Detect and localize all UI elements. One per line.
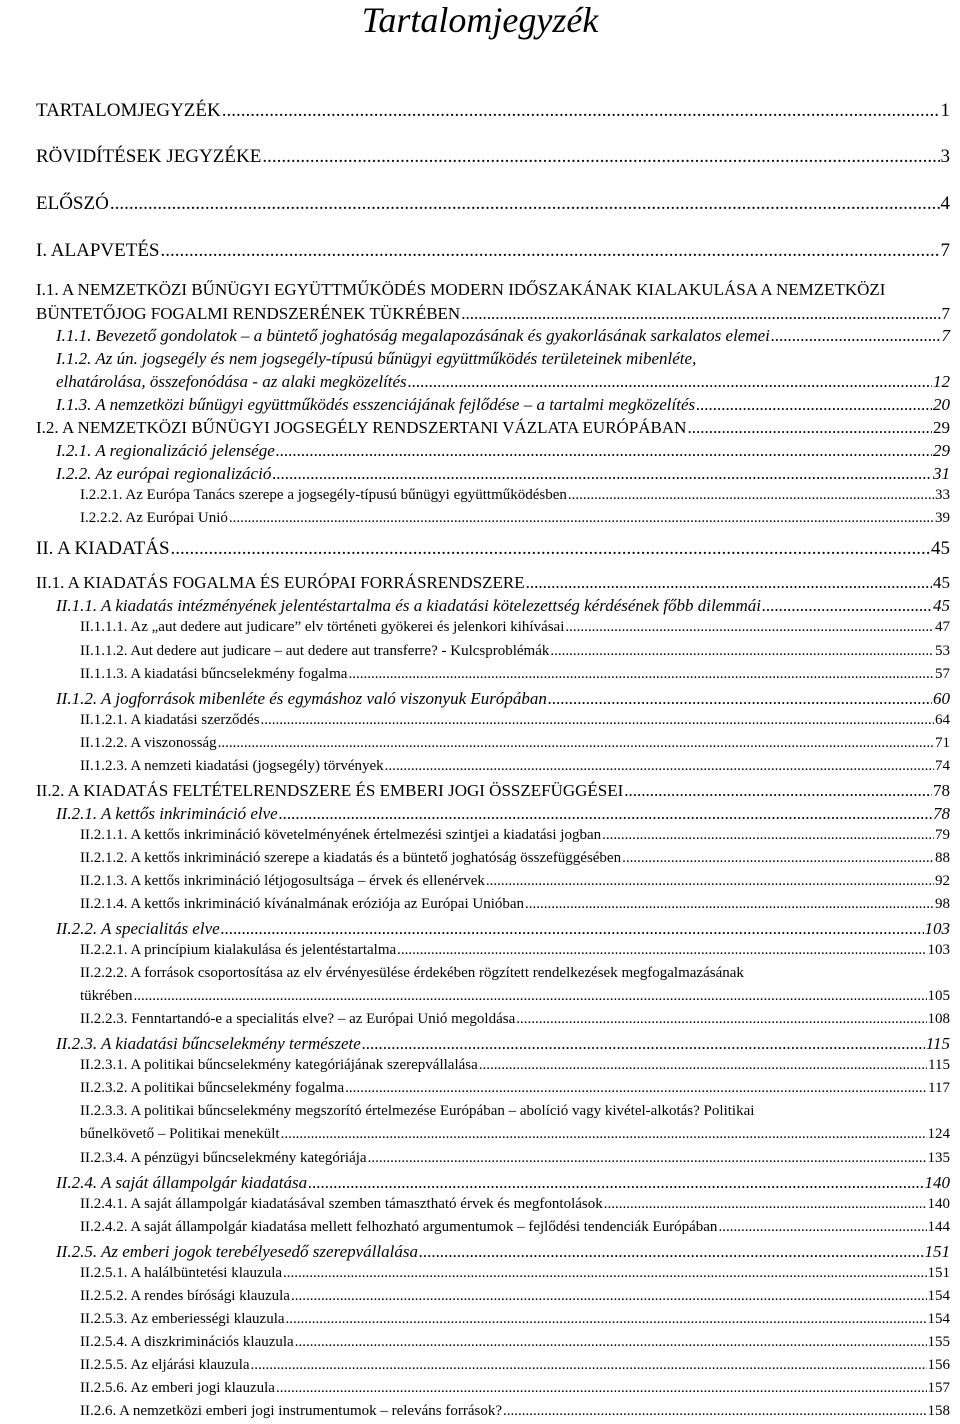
toc-page-number: 53 bbox=[935, 643, 950, 659]
toc-page-number: 124 bbox=[927, 1126, 950, 1142]
toc-entry-title: II.2.5.3. Az emberiességi klauzula bbox=[80, 1311, 285, 1327]
toc-entry-title: I.1.1. Bevezető gondolatok – a büntető joghatóság megalapozásának és gyakorlásának sarkalatos elemei bbox=[56, 326, 770, 345]
toc-entry[interactable] bbox=[56, 1034, 950, 1054]
toc-entry-title: II.2.5.4. A diszkriminációs klauzula bbox=[80, 1334, 294, 1350]
dot-leader bbox=[229, 510, 934, 527]
toc-entry-title: II.1.1.3. A kiadatási bűncselekmény fogalma bbox=[80, 666, 348, 682]
dot-leader bbox=[771, 326, 941, 346]
toc-entry-continuation[interactable] bbox=[80, 1126, 950, 1143]
dot-leader bbox=[385, 758, 934, 775]
toc-entry[interactable] bbox=[80, 666, 950, 683]
toc-page-number: 7 bbox=[940, 240, 950, 261]
toc-page-number: 31 bbox=[933, 464, 950, 483]
toc-entry[interactable] bbox=[56, 804, 950, 824]
toc-entry-title: II.2.5. Az emberi jogok terebélyesedő szerepvállalása bbox=[56, 1242, 418, 1261]
toc-entry[interactable] bbox=[36, 573, 950, 593]
toc-page-number: 45 bbox=[933, 573, 950, 592]
toc-entry-title: ELŐSZÓ bbox=[36, 193, 109, 214]
toc-entry-title: II.2.2.3. Fenntartandó-e a specialitás elve? – az Európai Unió megoldása bbox=[80, 1011, 516, 1027]
toc-entry-title-continuation: bűnelkövető – Politikai menekült bbox=[80, 1126, 280, 1142]
toc-page-number: 151 bbox=[927, 1265, 950, 1281]
toc-entry-title: II.2.2.2. A források csoportosítása az elv érvényesülése érdekében rögzített rendelkezések megfogalmazásának bbox=[80, 965, 744, 981]
dot-leader bbox=[345, 1080, 927, 1097]
toc-entry-title: II.1.1.2. Aut dedere aut judicare – aut dedere aut transferre? - Kulcsproblémák bbox=[80, 643, 550, 659]
toc-entry[interactable] bbox=[36, 418, 950, 438]
toc-page-number: 117 bbox=[928, 1080, 950, 1096]
toc-entry[interactable] bbox=[80, 1150, 950, 1167]
toc-entry[interactable] bbox=[80, 1011, 950, 1028]
dot-leader bbox=[687, 418, 932, 438]
toc-entry[interactable] bbox=[56, 326, 950, 346]
dot-leader bbox=[272, 464, 932, 484]
toc-entry[interactable] bbox=[80, 1288, 950, 1305]
toc-page-number: 103 bbox=[924, 919, 950, 938]
toc-entry[interactable] bbox=[80, 758, 950, 775]
toc-page-number: 98 bbox=[935, 896, 950, 912]
toc-entry[interactable] bbox=[56, 441, 950, 461]
toc-page-number: 71 bbox=[935, 735, 950, 751]
dot-leader bbox=[276, 1380, 927, 1397]
toc-entry[interactable] bbox=[36, 146, 950, 168]
toc-page-number: 140 bbox=[927, 1196, 950, 1212]
toc-entry[interactable] bbox=[80, 712, 950, 729]
toc-entry[interactable] bbox=[56, 464, 950, 484]
toc-page-number: 7 bbox=[941, 304, 950, 323]
toc-entry-title: II.1.2.1. A kiadatási szerződés bbox=[80, 712, 260, 728]
toc-entry-title: II.2.5.5. Az eljárási klauzula bbox=[80, 1357, 250, 1373]
toc-entry-title: II.1.1.1. Az „aut dedere aut judicare” elv történeti gyökerei és jelenkori kihívásai bbox=[80, 619, 565, 635]
toc-entry-title: II.2.3.4. A pénzügyi bűncselekmény kategóriája bbox=[80, 1150, 367, 1166]
toc-page-number: 29 bbox=[933, 418, 950, 437]
toc-entry[interactable] bbox=[80, 1219, 950, 1236]
dot-leader bbox=[718, 1219, 926, 1236]
dot-leader bbox=[283, 1265, 926, 1282]
dot-leader bbox=[479, 1057, 927, 1074]
toc-page-number: 3 bbox=[940, 146, 950, 167]
toc-entry[interactable] bbox=[36, 240, 950, 262]
toc-entry-title: I.2.1. A regionalizáció jelensége bbox=[56, 441, 275, 460]
toc-entry-title: I.1.2. Az ún. jogsegély és nem jogsegély-típusú bűnügyi együttműködés területeinek mibenléte, bbox=[56, 349, 697, 368]
toc-entry-title: II.2.2. A specialitás elve bbox=[56, 919, 220, 938]
dot-leader bbox=[222, 100, 940, 122]
toc-entry[interactable] bbox=[80, 1057, 950, 1074]
toc-entry-title: I.2.2. Az európai regionalizáció bbox=[56, 464, 272, 483]
toc-entry-title: II.2. A KIADATÁS FELTÉTELRENDSZERE ÉS EMBERI JOGI ÖSSZEFÜGGÉSEI bbox=[36, 781, 624, 800]
toc-entry-continuation[interactable] bbox=[80, 988, 950, 1005]
toc-entry-title: II.1.1. A kiadatás intézményének jelentéstartalma és a kiadatási kötelezettség kérdésének főbb dilemmái bbox=[56, 596, 762, 615]
dot-leader bbox=[525, 896, 934, 913]
toc-entry-title: II.2.1. A kettős inkrimináció elve bbox=[56, 804, 278, 823]
toc-entry-title: II.2.4.1. A saját állampolgár kiadatásával szemben támasztható érvek és megfontolások bbox=[80, 1196, 603, 1212]
toc-page-number: 78 bbox=[933, 781, 950, 800]
toc-page-number: 158 bbox=[927, 1403, 950, 1419]
toc-entry-title: II.2.1.3. A kettős inkrimináció létjogosultsága – érvek és ellenérvek bbox=[80, 873, 485, 889]
toc-page-number: 115 bbox=[925, 1034, 950, 1053]
toc-entry[interactable] bbox=[80, 643, 950, 660]
toc-page-number: 155 bbox=[927, 1334, 950, 1350]
toc-entry-title-continuation: BÜNTETŐJOG FOGALMI RENDSZERÉNEK TÜKRÉBEN bbox=[36, 304, 461, 323]
dot-leader bbox=[281, 1126, 927, 1143]
toc-entry-title: I. ALAPVETÉS bbox=[36, 240, 160, 261]
toc-entry-title: TARTALOMJEGYZÉK bbox=[36, 100, 221, 121]
toc-page-number: 4 bbox=[940, 193, 950, 214]
toc-page-number: 33 bbox=[935, 487, 950, 503]
toc-page-number: 105 bbox=[927, 988, 950, 1004]
dot-leader bbox=[461, 304, 940, 324]
toc-entry[interactable] bbox=[56, 596, 950, 616]
dot-leader bbox=[295, 1334, 927, 1351]
toc-entry-title: II. A KIADATÁS bbox=[36, 538, 170, 559]
toc-entry-title: II.2.3.1. A politikai bűncselekmény kategóriájának szerepvállalása bbox=[80, 1057, 478, 1073]
page-title: Tartalomjegyzék bbox=[361, 0, 599, 40]
toc-entry[interactable] bbox=[36, 100, 950, 122]
toc-entry-continuation[interactable] bbox=[56, 372, 950, 392]
toc-page-number: 154 bbox=[927, 1288, 950, 1304]
dot-leader bbox=[565, 619, 934, 636]
dot-leader bbox=[762, 596, 932, 616]
toc-page-number: 20 bbox=[933, 395, 950, 414]
toc-entry[interactable] bbox=[80, 487, 950, 504]
toc-page-number: 45 bbox=[933, 596, 950, 615]
dot-leader bbox=[503, 1403, 927, 1420]
toc-page-number: 115 bbox=[928, 1057, 950, 1073]
toc-entry-title: II.2.2.1. A princípium kialakulása és jelentéstartalma bbox=[80, 942, 397, 958]
dot-leader bbox=[161, 240, 940, 262]
dot-leader bbox=[696, 395, 932, 415]
toc-entry-title: II.2.3.3. A politikai bűncselekmény megszorító értelmezése Európában – abolíció vagy kivétel-alkotás? Politikai bbox=[80, 1103, 755, 1119]
dot-leader bbox=[133, 988, 926, 1005]
toc-entry[interactable] bbox=[80, 873, 950, 890]
dot-leader bbox=[622, 850, 934, 867]
toc-page-number: 140 bbox=[924, 1173, 950, 1192]
toc-entry[interactable] bbox=[80, 965, 950, 982]
toc-entry[interactable] bbox=[80, 1265, 950, 1282]
dot-leader bbox=[308, 1173, 923, 1193]
toc-page-number: 144 bbox=[927, 1219, 950, 1235]
toc-entry-title: I.2.2.1. Az Európa Tanács szerepe a jogsegély-típusú bűnügyi együttműködésben bbox=[80, 487, 567, 503]
dot-leader bbox=[604, 1196, 927, 1213]
toc-page-number: 79 bbox=[935, 827, 950, 843]
dot-leader bbox=[602, 827, 934, 844]
toc-page-number: 154 bbox=[927, 1311, 950, 1327]
dot-leader bbox=[397, 942, 926, 959]
dot-leader bbox=[286, 1311, 927, 1328]
toc-page-number: 1 bbox=[940, 100, 950, 121]
dot-leader bbox=[526, 573, 932, 593]
toc-entry[interactable] bbox=[56, 919, 950, 939]
toc-page-number: 45 bbox=[931, 538, 950, 559]
toc-entry[interactable] bbox=[80, 1311, 950, 1328]
toc-entry[interactable] bbox=[80, 1196, 950, 1213]
dot-leader bbox=[550, 643, 934, 660]
toc-entry[interactable] bbox=[80, 942, 950, 959]
toc-entry-title: II.2.5.6. Az emberi jogi klauzula bbox=[80, 1380, 275, 1396]
toc-entry-title: II.2.1.1. A kettős inkrimináció követelményének értelmezési szintjei a kiadatási jogban bbox=[80, 827, 602, 843]
toc-entry-title: II.2.3. A kiadatási bűncselekmény természete bbox=[56, 1034, 361, 1053]
toc-entry-title-continuation: tükrében bbox=[80, 988, 133, 1004]
toc-entry-title: II.2.1.4. A kettős inkrimináció kívánalmának eróziója az Európai Unióban bbox=[80, 896, 525, 912]
dot-leader bbox=[348, 666, 934, 683]
toc-entry[interactable] bbox=[56, 395, 950, 415]
toc-page-number: 88 bbox=[935, 850, 950, 866]
dot-leader bbox=[171, 538, 930, 560]
toc-page-number: 135 bbox=[927, 1150, 950, 1166]
dot-leader bbox=[548, 689, 932, 709]
dot-leader bbox=[516, 1011, 926, 1028]
dot-leader bbox=[276, 441, 932, 461]
toc-entry[interactable] bbox=[56, 1173, 950, 1193]
toc-entry-title: II.2.1.2. A kettős inkrimináció szerepe a kiadatás és a büntető joghatóság összefüggésében bbox=[80, 850, 622, 866]
toc-entry-title: II.2.3.2. A politikai bűncselekmény fogalma bbox=[80, 1080, 345, 1096]
toc-entry-continuation[interactable] bbox=[36, 304, 950, 324]
toc-page-number: 47 bbox=[935, 619, 950, 635]
toc-entry[interactable] bbox=[80, 619, 950, 636]
toc-entry-title: II.2.6. A nemzetközi emberi jogi instrumentumok – releváns források? bbox=[80, 1403, 502, 1419]
toc-page-number: 39 bbox=[935, 510, 950, 526]
toc-entry-title: I.2. A NEMZETKÖZI BŰNÜGYI JOGSEGÉLY RENDSZERTANI VÁZLATA EURÓPÁBAN bbox=[36, 418, 687, 437]
toc-page-number: 57 bbox=[935, 666, 950, 682]
toc-entry-title: RÖVIDÍTÉSEK JEGYZÉKE bbox=[36, 146, 262, 167]
toc-entry[interactable] bbox=[80, 850, 950, 867]
toc-entry-title: I.1. A NEMZETKÖZI BŰNÜGYI EGYÜTTMŰKÖDÉS MODERN IDŐSZAKÁNAK KIALAKULÁSA A NEMZETKÖZI bbox=[36, 280, 886, 299]
toc-entry-title: II.2.5.1. A halálbüntetési klauzula bbox=[80, 1265, 283, 1281]
toc-entry[interactable] bbox=[80, 827, 950, 844]
dot-leader bbox=[568, 487, 934, 504]
toc-entry[interactable] bbox=[80, 1380, 950, 1397]
toc-entry-title: I.1.3. A nemzetközi bűnügyi együttműködés esszenciájának fejlődése – a tartalmi megközelítés bbox=[56, 395, 696, 414]
dot-leader bbox=[221, 919, 924, 939]
toc-page-number: 12 bbox=[933, 372, 950, 391]
toc-page-number: 78 bbox=[933, 804, 950, 823]
toc-entry-title-continuation: elhatárolása, összefonódása - az alaki megközelítés bbox=[56, 372, 407, 391]
toc-entry[interactable] bbox=[56, 349, 950, 369]
toc-entry-title: II.1.2.2. A viszonosság bbox=[80, 735, 217, 751]
toc-entry[interactable] bbox=[80, 1334, 950, 1351]
toc-entry[interactable] bbox=[80, 510, 950, 527]
dot-leader bbox=[362, 1034, 925, 1054]
dot-leader bbox=[419, 1242, 924, 1262]
toc-entry-title: II.2.4.2. A saját állampolgár kiadatása mellett felhozható argumentumok – fejlődési tendenciák Európában bbox=[80, 1219, 718, 1235]
dot-leader bbox=[408, 372, 932, 392]
toc-page-number: 103 bbox=[927, 942, 950, 958]
toc-page-number: 7 bbox=[941, 326, 950, 345]
toc-entry-title: II.1.2.3. A nemzeti kiadatási (jogsegély) törvények bbox=[80, 758, 384, 774]
dot-leader bbox=[218, 735, 934, 752]
toc-entry[interactable] bbox=[36, 193, 950, 215]
toc-entry[interactable] bbox=[56, 1242, 950, 1262]
dot-leader bbox=[368, 1150, 927, 1167]
toc-page-number: 74 bbox=[935, 758, 950, 774]
toc-entry[interactable] bbox=[80, 1080, 950, 1097]
toc-entry[interactable] bbox=[36, 280, 950, 300]
toc-page-number: 92 bbox=[935, 873, 950, 889]
toc-page-number: 29 bbox=[933, 441, 950, 460]
toc-entry[interactable] bbox=[56, 689, 950, 709]
dot-leader bbox=[110, 193, 940, 215]
dot-leader bbox=[486, 873, 934, 890]
toc-entry-title: II.1.2. A jogforrások mibenléte és egymáshoz való viszonyuk Európában bbox=[56, 689, 547, 708]
toc-page-number: 156 bbox=[927, 1357, 950, 1373]
dot-leader bbox=[279, 804, 932, 824]
dot-leader bbox=[624, 781, 932, 801]
toc-page-number: 157 bbox=[927, 1380, 950, 1396]
toc-entry[interactable] bbox=[36, 538, 950, 560]
toc-entry-title: II.1. A KIADATÁS FOGALMA ÉS EURÓPAI FORRÁSRENDSZERE bbox=[36, 573, 525, 592]
toc-entry-title: II.2.5.2. A rendes bírósági klauzula bbox=[80, 1288, 290, 1304]
dot-leader bbox=[262, 146, 939, 168]
toc-page-number: 60 bbox=[933, 689, 950, 708]
toc-page-number: 64 bbox=[935, 712, 950, 728]
toc-entry[interactable] bbox=[80, 1103, 950, 1120]
toc-entry[interactable] bbox=[36, 781, 950, 801]
toc-entry[interactable] bbox=[80, 1403, 950, 1420]
toc-entry-title: I.2.2.2. Az Európai Unió bbox=[80, 510, 228, 526]
dot-leader bbox=[261, 712, 934, 729]
toc-entry[interactable] bbox=[80, 1357, 950, 1374]
dot-leader bbox=[251, 1357, 927, 1374]
toc-entry[interactable] bbox=[80, 896, 950, 913]
dot-leader bbox=[291, 1288, 927, 1305]
toc-entry-title: II.2.4. A saját állampolgár kiadatása bbox=[56, 1173, 308, 1192]
toc-page-number: 151 bbox=[924, 1242, 950, 1261]
toc-entry[interactable] bbox=[80, 735, 950, 752]
toc-page-number: 108 bbox=[927, 1011, 950, 1027]
